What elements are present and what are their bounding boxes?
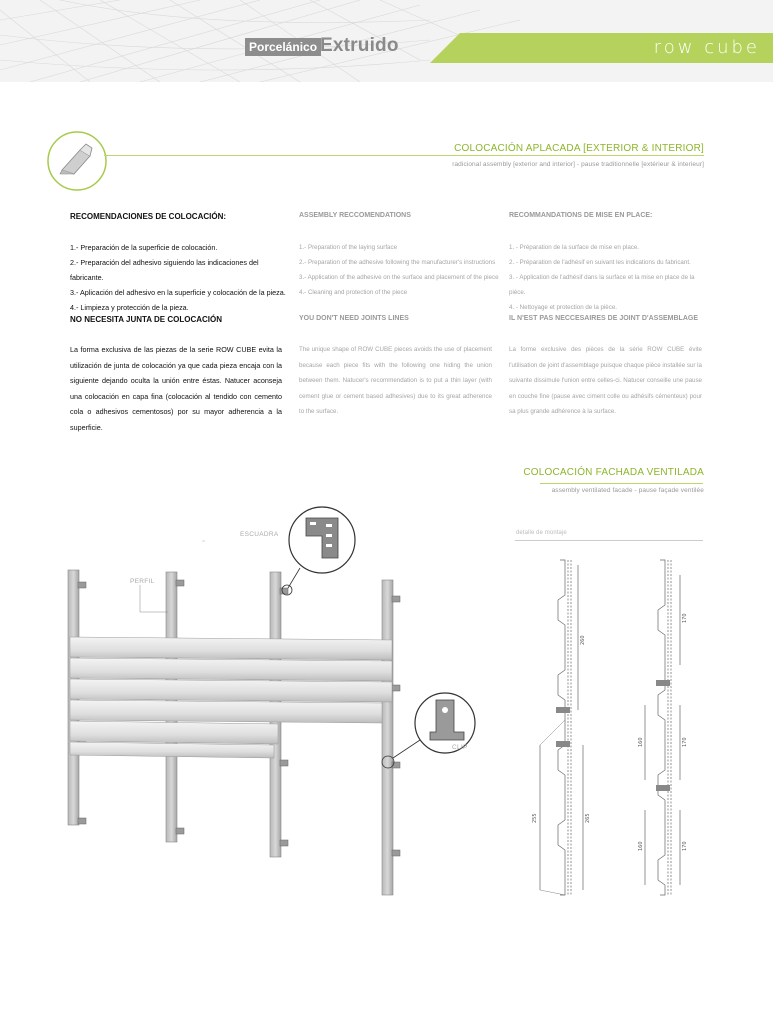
- en-paragraph: The unique shape of ROW CUBE pieces avoids the use of placement because each piece fits with the following one hiding the union between them. Natucer's recommendation is to put a thin layer (with cement glue or cement based adhesives) due to its great adherence to the surface.: [299, 346, 492, 415]
- section-divider: [540, 483, 703, 484]
- list-item: 4.- Cleaning and protection of the piece: [299, 289, 408, 296]
- fr-heading: RECOMMANDATIONS DE MISE EN PLACE:: [509, 212, 653, 219]
- es-paragraph: La forma exclusiva de las piezas de la serie ROW CUBE evita la utilización de junta de colocación ya que cada pieza encaja con la siguiente dejando oculta la unión entre éstas. Natucer aconseja una colocación en capa fina (colocación al tendido con cemento cola o adhesivos cementosos) por su mayor adherencia a la superficie.: [70, 345, 282, 432]
- list-item: 3.- Application of the adhesive on the surface and placement of the piece: [299, 274, 499, 281]
- fr-heading-2: IL N'EST PAS NECCESAIRES DE JOINT D'ASSEMBLAGE: [509, 315, 698, 322]
- list-item: 3. - Application de l'adhésif dans la surface et la mise en place de la pièce.: [509, 274, 695, 296]
- list-item: 4.- Limpieza y protección de la pieza.: [70, 303, 189, 312]
- detail-divider: [515, 540, 703, 541]
- es-heading-2: NO NECESITA JUNTA DE COLOCACIÓN: [70, 315, 223, 324]
- section-title-ventilada: COLOCACIÓN FACHADA VENTILADA: [523, 467, 704, 478]
- dim-265: 265: [585, 813, 591, 823]
- assembly-detail-drawing: [520, 555, 710, 905]
- section-divider: [104, 155, 704, 156]
- dim-160: 160: [638, 737, 644, 747]
- label-perfil: PERFIL: [130, 578, 155, 585]
- label-escuadra: ESCUADRA: [240, 531, 279, 538]
- list-item: 4. - Nettoyage et protection de la pièce.: [509, 304, 618, 311]
- list-item: 2. - Préparation de l'adhésif en suivant les indications du fabricant.: [509, 259, 691, 266]
- fr-paragraph: La forme exclusive des pièces de la série ROW CUBE évite l'utilisation de joint d'assemblage puisque chaque pièce installée sur la suivante dissimule l'union entre celles-ci. Natucer conseille une pause en couche fine (pause avec ciment colle ou adhésifs cémenteux) pour sa plus grande adhérence à la surface.: [509, 346, 702, 415]
- list-item: 3.- Aplicación del adhesivo en la superficie y colocación de la pieza.: [70, 288, 286, 297]
- dim-170: 170: [682, 613, 688, 623]
- en-heading: ASSEMBLY RECCOMENDATIONS: [299, 212, 411, 219]
- es-heading: RECOMENDACIONES DE COLOCACIÓN:: [70, 212, 227, 221]
- brand-text: Extruido: [320, 35, 399, 56]
- facade-illustration: [60, 500, 480, 920]
- es-steps: [70, 240, 290, 315]
- dim-260: 260: [580, 635, 586, 645]
- section-subtitle-aplacada: radicional assembly [exterior and interior] - pause traditionnelle [extérieur & interieur]: [452, 161, 704, 168]
- brand-box: Porcelánico: [245, 38, 321, 56]
- dim-170: 170: [682, 841, 688, 851]
- label-detail: detalle de montaje: [516, 530, 567, 536]
- series-title: row cube: [653, 37, 760, 58]
- en-heading-2: YOU DON'T NEED JOINTS LINES: [299, 315, 409, 322]
- section-subtitle-ventilada: assembly ventilated facade - pause façade ventilée: [551, 487, 704, 494]
- dim-160: 160: [638, 841, 644, 851]
- label-clip: CLIP: [452, 744, 468, 751]
- fr-steps: [509, 240, 709, 315]
- list-item: 2.- Preparación del adhesivo siguiendo las indicaciones del fabricante.: [70, 258, 259, 282]
- dim-255: 255: [532, 813, 538, 823]
- page-header: [0, 0, 773, 82]
- section-title-aplacada: COLOCACIÓN APLACADA [EXTERIOR & INTERIOR]: [454, 143, 704, 154]
- list-item: 1.- Preparación de la superficie de colocación.: [70, 243, 218, 252]
- list-item: 1. - Préparation de la surface de mise en place.: [509, 244, 640, 251]
- trowel-icon: [46, 130, 108, 192]
- dim-170: 170: [682, 737, 688, 747]
- list-item: 2.- Preparation of the adhesive following the manufacturer's instructions: [299, 259, 496, 266]
- list-item: 1.- Preparation of the laying surface: [299, 244, 398, 251]
- en-steps: [299, 240, 499, 300]
